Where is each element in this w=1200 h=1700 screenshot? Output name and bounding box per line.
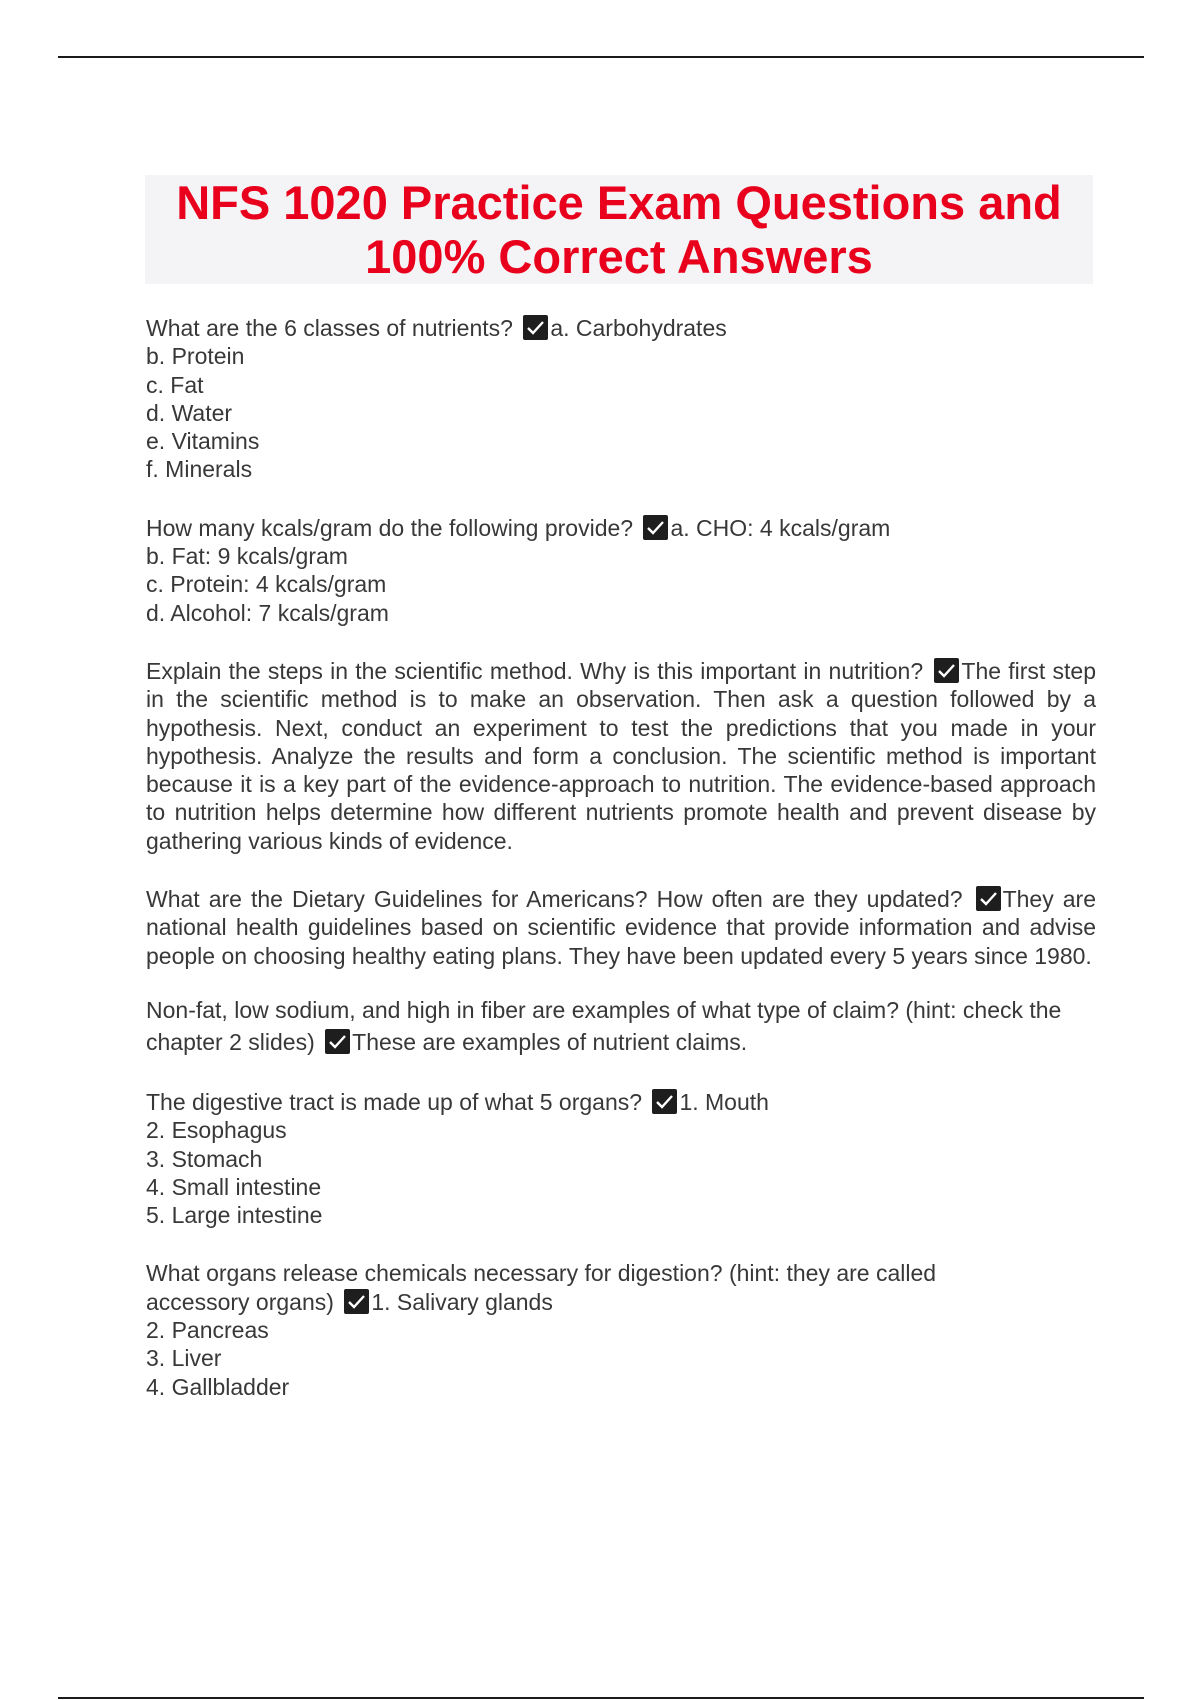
title-line-2: 100% Correct Answers — [365, 230, 873, 283]
title-banner — [145, 175, 1093, 284]
answer-line: 1. Mouth — [679, 1088, 769, 1115]
qa-item-5 — [146, 994, 1096, 1058]
answer-line: b. Protein — [146, 343, 245, 370]
question-text: Explain the steps in the scientific method. Why is this important in nutrition? — [146, 657, 924, 684]
answer-text: These are examples of nutrient claims. — [352, 1028, 748, 1055]
question-text: Non-fat, low sodium, and high in fiber are examples of what type of claim? (hint: check the chapter 2 slides) — [146, 996, 1062, 1055]
answer-text: They are national health guidelines based on scientific evidence that provide information and advise people on choosing healthy eating plans. They have been updated every 5 years since 1980. — [146, 886, 1096, 969]
qa-item-3 — [146, 657, 1096, 855]
answer-line: 1. Salivary glands — [371, 1288, 553, 1315]
answer-line: 3. Liver — [146, 1345, 222, 1372]
qa-7-first-lines — [146, 1259, 1006, 1316]
question-text: What are the 6 classes of nutrients? — [146, 315, 513, 341]
qa-5-paragraph — [146, 994, 1096, 1058]
answer-line: c. Protein: 4 kcals/gram — [146, 571, 387, 598]
question-text: The digestive tract is made up of what 5 organs? — [146, 1088, 643, 1115]
qa-6-first-line — [146, 1088, 1096, 1116]
qa-1-first-line — [146, 314, 1096, 342]
qa-2-first-line — [146, 514, 1096, 542]
check-box-icon — [523, 315, 548, 340]
check-box-icon — [652, 1089, 677, 1114]
qa-content — [146, 314, 1096, 1401]
answer-text: The first step in the scientific method is to make an observation. Then ask a question followed by a hypothesis. Next, conduct an experiment to test the predictions that you made in your hypothesis. Analyze the results and form a conclusion. The scientific method is important because it is a key part of the evidence-approach to nutrition. The evidence-based approach to nutrition helps determine how different nutrients promote health and prevent disease by gathering various kinds of evidence. — [146, 657, 1097, 854]
answer-line: a. CHO: 4 kcals/gram — [670, 514, 891, 541]
qa-item-4 — [146, 885, 1096, 970]
answer-line: 3. Stomach — [146, 1145, 263, 1172]
qa-item-1 — [146, 314, 1096, 484]
check-box-icon — [976, 886, 1001, 911]
qa-item-6 — [146, 1088, 1096, 1229]
check-box-icon — [643, 515, 668, 540]
qa-item-7 — [146, 1259, 1096, 1400]
question-text: What are the Dietary Guidelines for Americans? How often are they updated? — [146, 886, 963, 913]
answer-line: c. Fat — [146, 371, 204, 398]
qa-item-2 — [146, 514, 1096, 627]
answer-line: d. Water — [146, 399, 233, 426]
answer-line: 5. Large intestine — [146, 1202, 323, 1229]
title-line-1: NFS 1020 Practice Exam Questions and — [176, 176, 1062, 229]
check-box-icon — [325, 1029, 350, 1054]
qa-4-paragraph — [146, 885, 1096, 970]
question-text: How many kcals/gram do the following provide? — [146, 514, 634, 541]
answer-line: 2. Pancreas — [146, 1317, 269, 1344]
answer-line: 2. Esophagus — [146, 1117, 287, 1144]
check-box-icon — [934, 658, 959, 683]
answer-line: b. Fat: 9 kcals/gram — [146, 543, 348, 570]
answer-line: f. Minerals — [146, 456, 253, 483]
answer-line: d. Alcohol: 7 kcals/gram — [146, 599, 389, 626]
answer-line: 4. Gallbladder — [146, 1373, 290, 1400]
check-box-icon — [344, 1289, 369, 1314]
answer-line: a. Carbohydrates — [550, 315, 727, 341]
answer-line: e. Vitamins — [146, 428, 260, 455]
question-text: What organs release chemicals necessary for digestion? (hint: they are called accessory organs) — [146, 1260, 937, 1315]
answer-line: 4. Small intestine — [146, 1173, 322, 1200]
page-title — [145, 175, 1093, 284]
bottom-rule — [58, 1697, 1144, 1699]
qa-3-paragraph — [146, 657, 1096, 855]
top-rule — [58, 56, 1144, 58]
